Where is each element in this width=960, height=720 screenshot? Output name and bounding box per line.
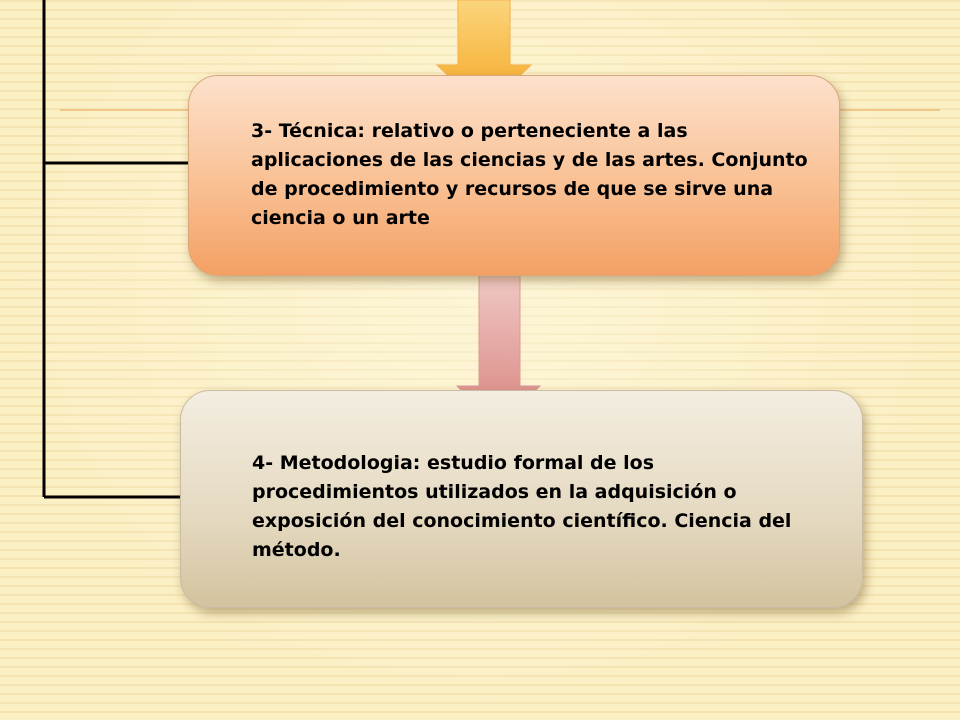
node-tecnica-text: 3- Técnica: relativo o perteneciente a las aplicaciones de las ciencias y de las artes. Conjunto de procedimiento y recursos de que se sirve una ciencia o un arte [251,120,808,229]
node-metodologia [180,390,863,608]
branch-arrow-tecnica [44,155,206,171]
node-metodologia-text: 4- Metodologia: estudio formal de los procedimientos utilizados en la adquisición o exposición del conocimiento científico. Ciencia del método. [252,452,792,561]
node-tecnica [188,75,840,276]
